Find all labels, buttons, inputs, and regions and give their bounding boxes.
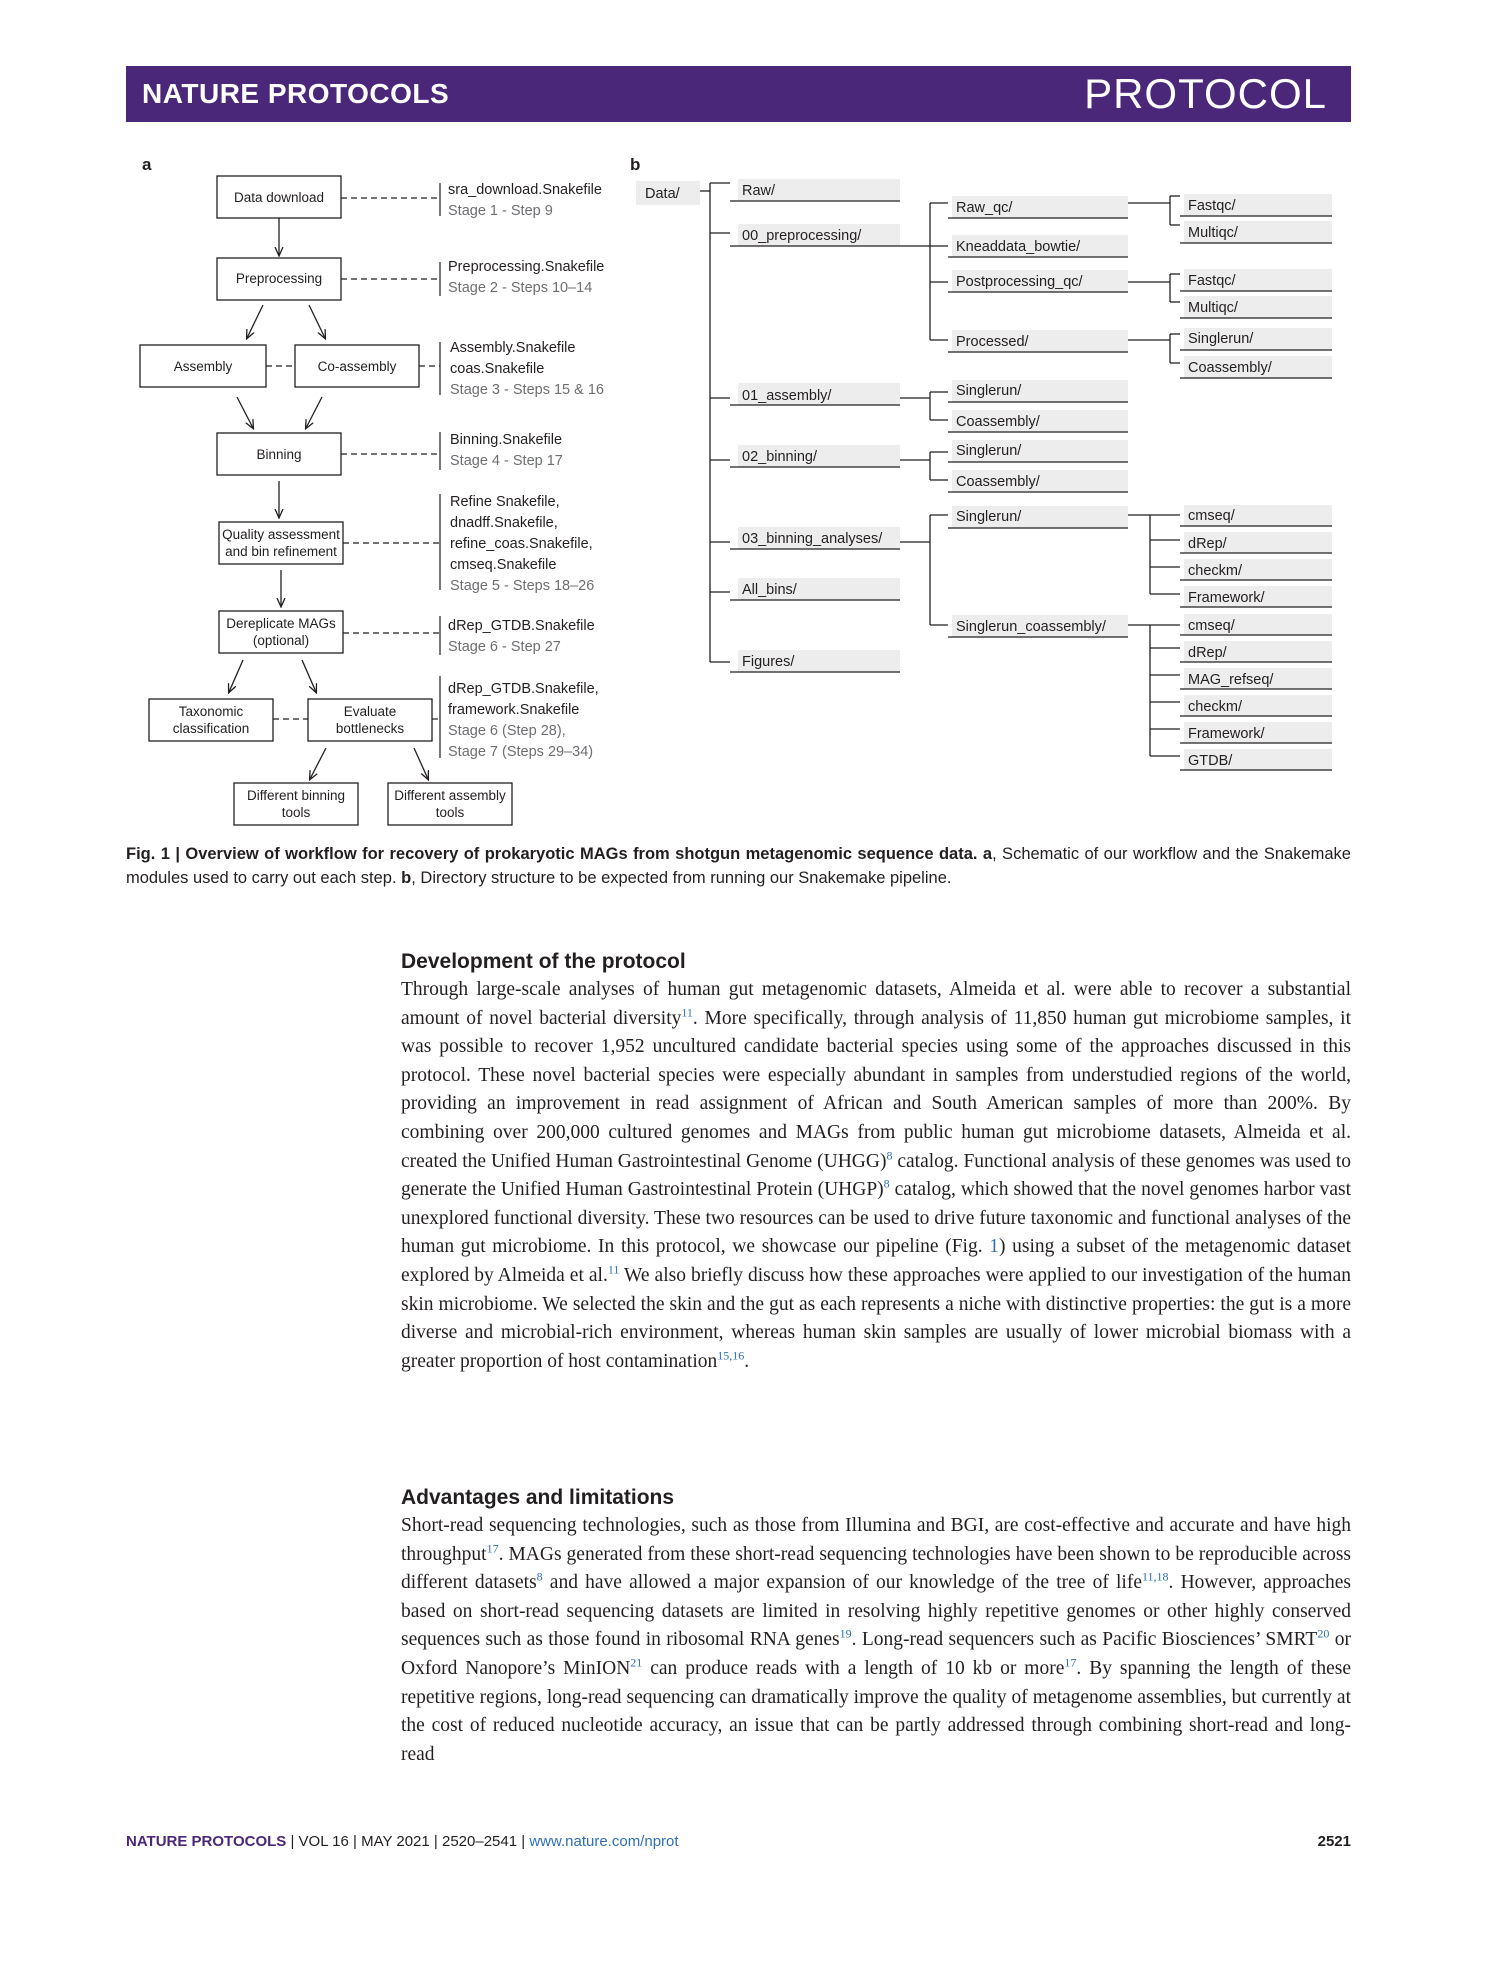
text-run: catalog, which showed that the novel genomes harbor vast unexplored functional diversity. These two resources can be used to drive future taxonomic and functional analyses of the human gut microbiome. In this protocol, we showcase our pipeline (Fig. [401,1179,1351,1258]
caption-b-label: b [401,869,412,887]
text-run: . More specifically, through analysis of 11,850 human gut microbiome samples, it was possible to recover 1,952 uncultured candidate bacterial species using some of the approaches discussed in this protocol. These novel bacterial species were especially abundant in samples from understudied regions of the world, providing an improvement in read assignment of African and South American samples of more than 200%. By combining over 200,000 cultured genomes and MAGs from public human gut microbiome datasets, Almeida et al. created the Unified Human Gastrointestinal Genome (UHGG) [401,1007,1351,1172]
arrow-evaluate-binning-tools [310,748,326,779]
dir-bin-coassembly-label: Coassembly/ [956,474,1040,490]
arrow-evaluate-assembly-tools [414,748,428,779]
text-run: We also briefly discuss how these approaches were applied to our investigation of the human skin microbiome. We selected the skin and the gut as each represents a niche with distinctive properties: the gut is a more diverse and microbial-rich environment, whereas human skin samples are usually of lower microbial biomass with a greater proportion of host contamination [401,1264,1351,1372]
reference-link[interactable]: 15,16 [717,1348,745,1363]
dir-ba-co-gtdb-label: GTDB/ [1188,753,1233,769]
file-s5-1: Refine Snakefile, [450,494,560,510]
panel-b-label: b [630,155,641,174]
box-quality-label-2: and bin refinement [225,544,337,559]
dir-ba-co-drep-label: dRep/ [1188,645,1227,661]
stage-s1: Stage 1 - Step 9 [448,203,553,219]
file-s5-3: refine_coas.Snakefile, [450,536,593,552]
file-s7-1: dRep_GTDB.Snakefile, [448,681,599,697]
reference-link[interactable]: 8 [883,1176,890,1191]
arrow-derep-taxonomic [229,660,243,692]
dir-ba-co-mag-refseq-label: MAG_refseq/ [1188,672,1274,688]
footer-pages: 2520–2541 [441,1833,518,1850]
text-run: and have allowed a major expansion of our knowledge of the tree of life [542,1572,1142,1594]
page-footer: NATURE PROTOCOLS | VOL 16 | MAY 2021 | 2520–2541 | www.nature.com/nprot 2521 [126,1833,1351,1850]
stage-s5: Stage 5 - Steps 18–26 [450,578,595,594]
text-run: Short-read sequencing technologies, such as those from Illumina and BGI, are cost-effective and accurate and have high throughput [401,1515,1351,1565]
dir-ba-sr-cmseq-label: cmseq/ [1188,508,1235,524]
dir-ba-singlerun-coassembly-label: Singlerun_coassembly/ [956,619,1106,635]
section-heading: Development of the protocol [401,950,686,973]
dir-raw-qc-fastqc-label: Fastqc/ [1188,198,1236,214]
file-s3-2: coas.Snakefile [450,361,545,377]
stage-s2: Stage 2 - Steps 10–14 [448,280,593,296]
box-binning-tools-label-1: Different binning [246,788,346,803]
file-s6: dRep_GTDB.Snakefile [448,618,595,634]
text-run: . However, approaches based on short-read sequencing datasets are limited in resolving highly repetitive genomes or other highly conserved sequences such as those found in ribosomal RNA genes [401,1572,1351,1651]
arrow-coassembly-binning [306,397,322,428]
reference-link[interactable]: 20 [1317,1626,1330,1641]
caption-b-text: , Directory structure to be expected from running our Snakemake pipeline. [411,869,952,887]
reference-link[interactable]: 8 [886,1148,893,1163]
reference-link[interactable]: 17 [1064,1655,1077,1670]
box-binning-label: Binning [256,447,302,462]
footer-date: MAY 2021 [361,1833,430,1850]
box-assembly-tools-label-1: Different assembly [394,788,506,803]
dir-raw-label: Raw/ [742,183,776,199]
text-run: can produce reads with a length of 10 kb or more [642,1657,1065,1679]
file-s2: Preprocessing.Snakefile [448,259,605,275]
stage-s7-2: Stage 7 (Steps 29–34) [448,744,594,760]
reference-link[interactable]: 11,18 [1141,1569,1169,1584]
caption-a-text: , Schematic of our workflow and the Snakemake modules used to carry out each step. [126,845,1351,887]
box-data-download-label: Data download [233,190,325,205]
file-s3-1: Assembly.Snakefile [450,340,576,356]
box-evaluate-label-2: bottlenecks [335,721,405,736]
caption-a-label: a [982,845,993,863]
caption-label: Fig. 1 | [126,845,180,863]
footer-volume: VOL 16 [298,1833,349,1850]
dir-raw-qc-label: Raw_qc/ [956,200,1013,216]
box-preprocessing-label: Preprocessing [235,271,323,286]
journal-title: NATURE PROTOCOLS [142,78,450,109]
dir-ba-sr-framework-label: Framework/ [1188,590,1265,606]
dir-ba-co-checkm-label: checkm/ [1188,699,1242,715]
reference-link[interactable]: 21 [630,1655,643,1670]
text-run: . [744,1350,750,1372]
dir-post-fastqc-label: Fastqc/ [1188,273,1236,289]
dir-ba-co-framework-label: Framework/ [1188,726,1265,742]
stage-s6: Stage 6 - Step 27 [448,639,561,655]
box-dereplicate-label-2: (optional) [252,633,310,648]
arrow-assembly-binning [237,397,253,428]
text-run: ) using a subset of the metagenomic dataset explored by Almeida et al. [401,1236,1351,1286]
file-s1: sra_download.Snakefile [448,182,602,198]
dir-bin-singlerun-label: Singlerun/ [956,443,1022,459]
figure-link[interactable]: 1 [989,1236,999,1258]
footer-url[interactable]: www.nature.com/nprot [529,1833,679,1850]
file-s4: Binning.Snakefile [450,432,563,448]
page-number: 2521 [1317,1833,1351,1850]
text-run: . Long-read sequencers such as Pacific Biosciences’ SMRT [851,1629,1318,1651]
box-assembly-tools-label-2: tools [435,805,465,820]
reference-link[interactable]: 11 [681,1005,693,1020]
stage-s3: Stage 3 - Steps 15 & 16 [450,382,604,398]
section-paragraph [401,1512,1351,1769]
file-s5-4: cmseq.Snakefile [450,557,557,573]
box-taxonomic-label-1: Taxonomic [178,704,244,719]
file-s5-2: dnadff.Snakefile, [450,515,558,531]
section-heading: Advantages and limitations [401,1486,675,1509]
dir-all-bins-label: All_bins/ [742,582,797,598]
dir-02-binning-label: 02_binning/ [742,449,817,465]
arrow-preprocess-assembly [247,305,263,338]
box-evaluate-label-1: Evaluate [343,704,397,719]
reference-link[interactable]: 19 [839,1626,852,1641]
dir-proc-coassembly-label: Coassembly/ [1188,360,1272,376]
dir-01-assembly-label: 01_assembly/ [742,388,832,404]
text-run: . MAGs generated from these short-read sequencing technologies have been shown to be reproducible across different datasets [401,1543,1351,1594]
box-binning-tools-label-2: tools [281,805,311,820]
panel-a-label: a [142,155,152,174]
dir-processed-label: Processed/ [956,334,1029,350]
dir-03-binning-analyses-label: 03_binning_analyses/ [742,531,883,547]
stage-s7-1: Stage 6 (Step 28), [448,723,566,739]
text-run: catalog. Functional analysis of these genomes was used to generate the Unified Human Gastrointestinal Protein (UHGP) [401,1150,1351,1201]
dir-ba-sr-drep-label: dRep/ [1188,536,1227,552]
dir-postprocessing-qc-label: Postprocessing_qc/ [956,274,1083,290]
file-s7-2: framework.Snakefile [448,702,580,718]
stage-s4: Stage 4 - Step 17 [450,453,563,469]
section-development [401,950,1351,1376]
arrow-preprocess-coassembly [309,305,325,338]
reference-link[interactable]: 11 [607,1262,620,1277]
dir-asm-singlerun-label: Singlerun/ [956,383,1022,399]
dir-ba-co-cmseq-label: cmseq/ [1188,618,1235,634]
dir-data-label: Data/ [645,186,680,202]
text-run: . By spanning the length of these repetitive regions, long-read sequencing can dramatically improve the quality of metagenome assemblies, but currently at the cost of reduced nucleotide accuracy, an issue that can be partly addressed through combining short-read and long-read [401,1657,1351,1765]
article-type: PROTOCOL [1084,70,1327,117]
dir-ba-sr-checkm-label: checkm/ [1188,563,1242,579]
caption-title: Overview of workflow for recovery of prokaryotic MAGs from shotgun metagenomic sequence data. [185,845,978,863]
dir-proc-singlerun-label: Singlerun/ [1188,331,1254,347]
reference-link[interactable]: 17 [486,1541,499,1556]
dir-kneaddata-label: Kneaddata_bowtie/ [956,239,1081,255]
dir-figures-label: Figures/ [742,654,795,670]
section-paragraph [401,976,1351,1376]
section-advantages [401,1486,1351,1769]
dir-ba-singlerun-label: Singlerun/ [956,509,1022,525]
footer-journal: NATURE PROTOCOLS [126,1833,287,1850]
text-run: or Oxford Nanopore’s MinION [401,1629,1351,1679]
reference-link[interactable]: 8 [536,1569,543,1584]
dir-raw-qc-multiqc-label: Multiqc/ [1188,225,1238,241]
dir-post-multiqc-label: Multiqc/ [1188,300,1238,316]
dir-00-preprocessing-label: 00_preprocessing/ [742,228,862,244]
box-coassembly-label: Co-assembly [317,359,397,374]
figure-1 [0,0,1489,840]
text-run: Through large-scale analyses of human gut metagenomic datasets, Almeida et al. were able to recover a substantial amount of novel bacterial diversity [401,979,1351,1029]
figure-caption [126,842,1351,890]
arrow-derep-evaluate [302,660,316,692]
dir-asm-coassembly-label: Coassembly/ [956,414,1040,430]
box-taxonomic-label-2: classification [172,721,250,736]
box-dereplicate-label-1: Dereplicate MAGs [226,616,336,631]
box-quality-label-1: Quality assessment [222,527,340,542]
box-assembly-label: Assembly [173,359,233,374]
